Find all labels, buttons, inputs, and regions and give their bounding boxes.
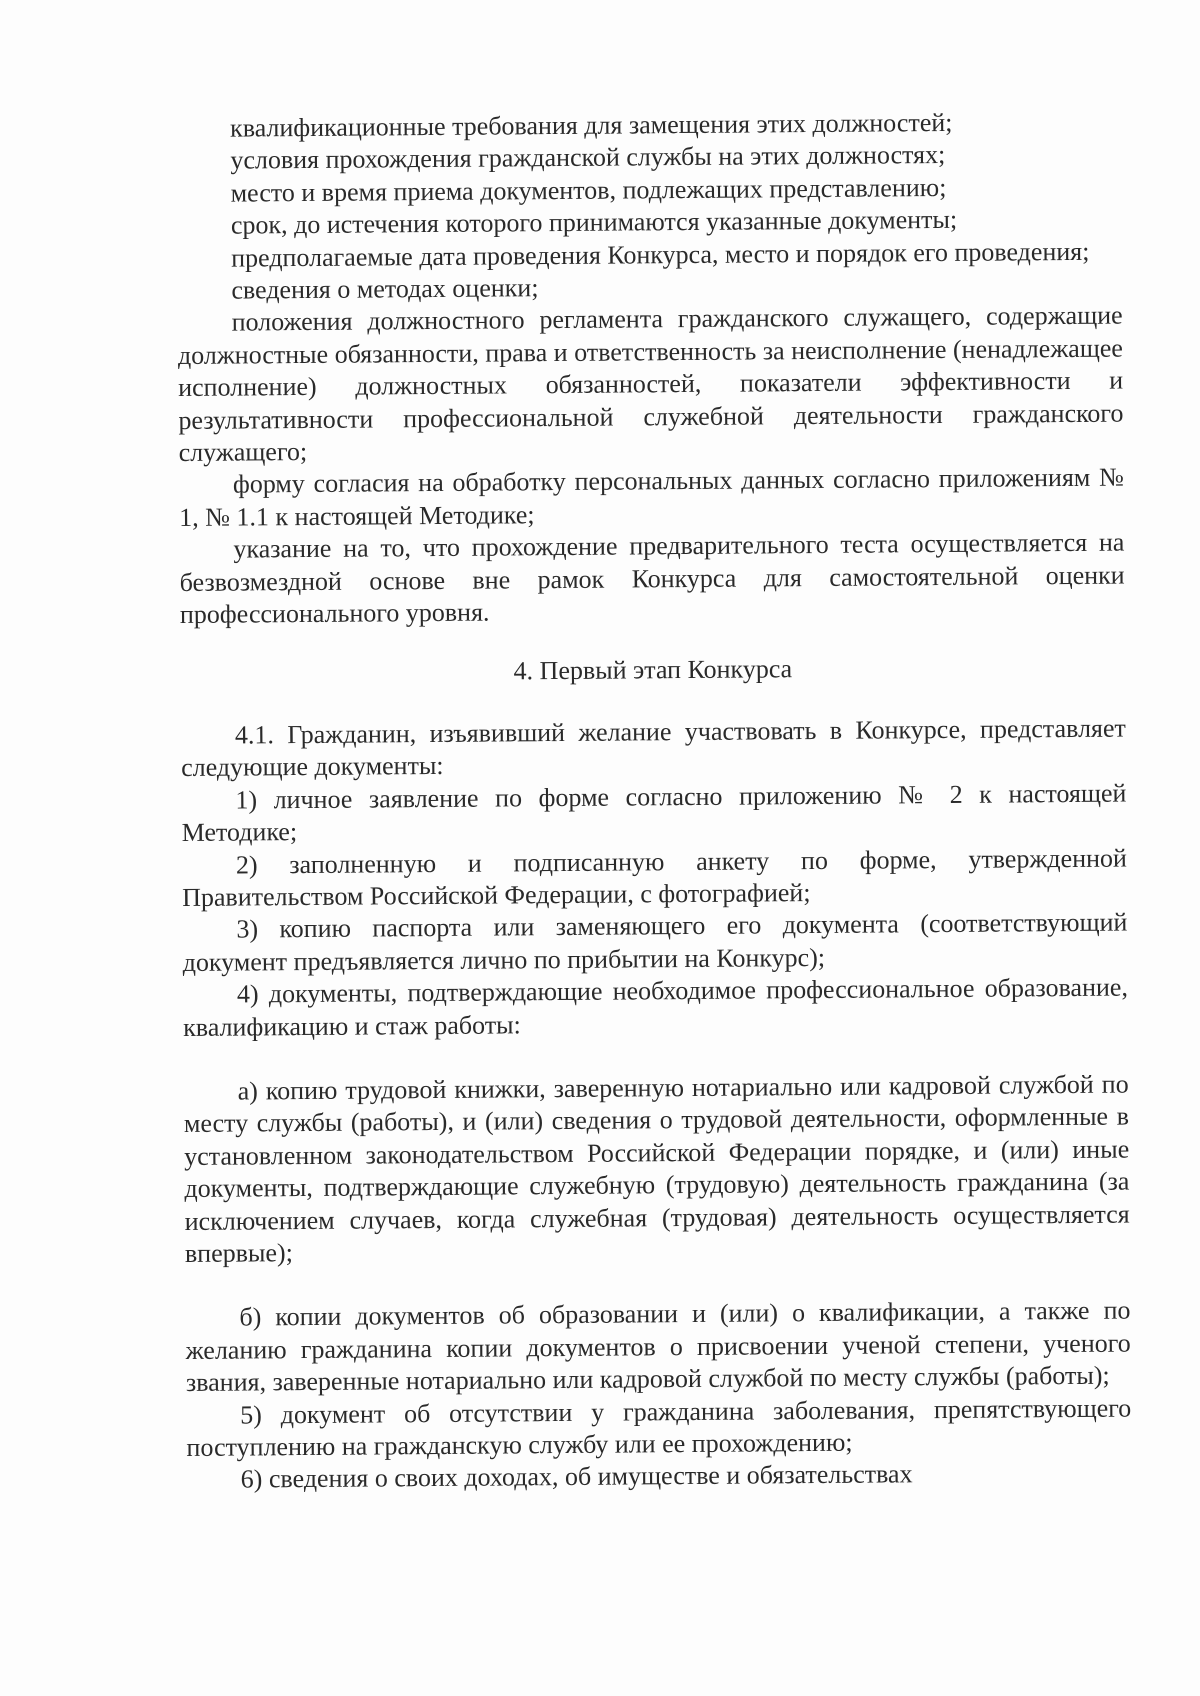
paragraph-job-regulations: положения должностного регламента гражданского служащего, содержащие должностные обязанности, права и ответственность за неисполнение (ненадлежащее исполнение) должностных обязанностей, показатели эффективности и результативности профессиональной служебной деятельности гражданского служащего; (177, 301, 1124, 468)
paragraph-preliminary-test: указание на то, что прохождение предварительного теста осуществляется на безвозмездной основе вне рамок Конкурса для самостоятельной оценки профессионального уровня. (179, 527, 1125, 630)
paragraph-qualification-requirements: квалификационные требования для замещения этих должностей; (230, 107, 953, 143)
paragraph-service-conditions: условия прохождения гражданской службы на этих должностях; (230, 140, 946, 175)
list-item-2: 2) заполненную и подписанную анкету по форме, утвержденной Правительством Российской Федерации, с фотографией; (182, 843, 1127, 912)
paragraph-document-reception: место и время приема документов, подлежащих представлению; (230, 172, 947, 208)
list-item-1: 1) личное заявление по форме согласно приложению № 2 к настоящей Методике; (181, 778, 1127, 848)
paragraph-consent-form: форму согласия на обработку персональных данных согласно приложениям № 1, № 1.1 к настоящей Методике; (179, 463, 1125, 532)
list-item-3: 3) копию паспорта или заменяющего его документа (соответствующий документ предъявляется лично по прибытии на Конкурс); (182, 907, 1128, 977)
sub-item-a: а) копию трудовой книжки, заверенную нотариально или кадровой службой по месту службы (работы), и (или) сведения о трудовой деятельности, оформленные в установленном законодательством Российской Федерации порядке, и (или) иные документы, подтверждающие служебную (трудовую) деятельность гражданина (за исключением случаев, когда служебная (трудовая) деятельность осуществляется впервые); (183, 1069, 1130, 1268)
list-item-6: 6) сведения о своих доходах, об имуществе и обязательствах (240, 1459, 913, 1494)
paragraph-4-1: 4.1. Гражданин, изъявивший желание участвовать в Конкурсе, представляет следующие документы: (181, 713, 1126, 783)
paragraph-evaluation-methods: сведения о методах оценки; (231, 273, 539, 305)
sub-item-b: б) копии документов об образовании и (или) о квалификации, а также по желанию гражданина копии документов о присвоении ученой степени, ученого звания, заверенные нотариально или кадровой службой по месту службы (работы); (185, 1295, 1131, 1398)
paragraph-deadline: срок, до истечения которого принимаются указанные документы; (230, 205, 958, 240)
document-body (176, 106, 1132, 1497)
paragraph-contest-date: предполагаемые дата проведения Конкурса, место и порядок его проведения; (231, 236, 1090, 273)
list-item-5: 5) документ об отсутствии у гражданина заболевания, препятствующего поступлению на гражданскую службу или ее прохождению; (186, 1393, 1132, 1462)
section-heading: 4. Первый этап Конкурса (513, 653, 793, 685)
list-item-4: 4) документы, подтверждающие необходимое профессиональное образование, квалификацию и стаж работы: (183, 972, 1129, 1042)
